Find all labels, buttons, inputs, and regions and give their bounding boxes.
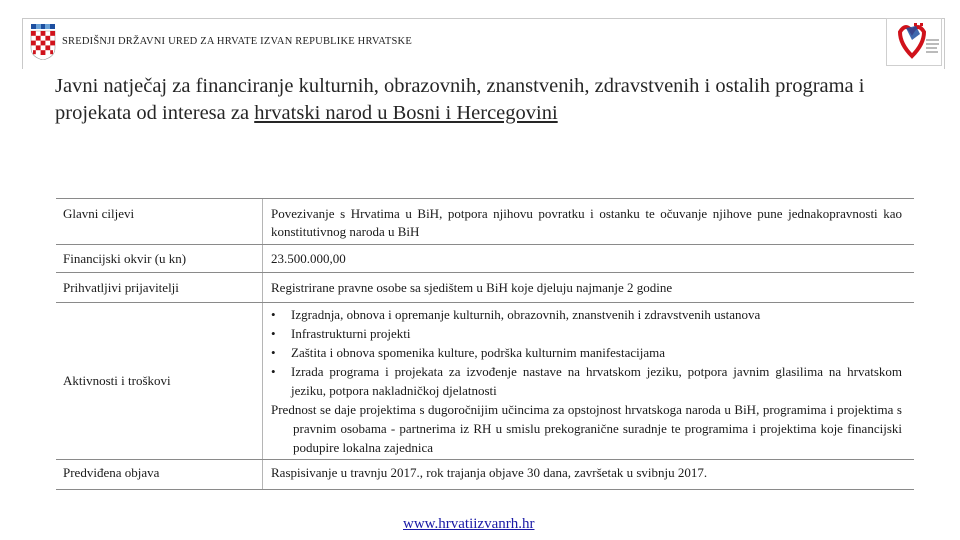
list-item: • Zaštita i obnova spomenika kulture, podrška kulturnim manifestacijama [271,343,902,362]
info-table [56,198,914,490]
activity-list [271,305,902,400]
table-row [56,460,914,490]
row-label: Aktivnosti i troškovi [56,303,263,460]
priority-note: Prednost se daje projektima s dugoročnijim učincima za opstojnost hrvatskoga naroda u BiH, programima i projektima s pravnim osobama - partnerima iz RH u smislu prekogranične suradnje te programima i projektima koje financijski podupire lokalna zajednica [271,402,902,455]
title-text: Javni natječaj za financiranje kulturnih, obrazovnih, znanstvenih, zdravstvenih i ostalih programa i projekata od interesa za [55,75,865,124]
table-row [56,199,914,245]
list-item: • Izgradnja, obnova i opremanje kulturnih, obrazovnih, znanstvenih i zdravstvenih ustanova [271,305,902,324]
list-item: • Izrada programa i projekata za izvođenje nastave na hrvatskom jeziku, potpora javnim glasilima na hrvatskom jeziku, potpora nakladničkoj djelatnosti [271,362,902,400]
row-value: Raspisivanje u travnju 2017., rok trajanja objave 30 dana, završetak u svibnju 2017. [263,460,915,490]
table-row [56,273,914,303]
page-title [55,73,935,127]
croatian-coat-of-arms-icon [30,24,56,60]
agency-name: SREDIŠNJI DRŽAVNI URED ZA HRVATE IZVAN REPUBLIKE HRVATSKE [62,36,412,47]
row-value: 23.500.000,00 [263,245,915,273]
row-value: Registrirane pravne osobe sa sjedištem u BiH koje djeluju najmanje 2 godine [263,273,915,303]
row-value: Povezivanje s Hrvatima u BiH, potpora njihovu povratku i ostanku te očuvanje njihove pune jednakopravnosti kao konstitutivnog naroda u BiH [263,199,915,245]
table-row [56,245,914,273]
row-label: Financijski okvir (u kn) [56,245,263,273]
list-item: • Infrastrukturni projekti [271,324,902,343]
website-link[interactable]: www.hrvatiizvanrh.hr [403,516,535,532]
table-row [56,303,914,460]
title-underlined-text: hrvatski narod u Bosni i Hercegovini [254,102,558,124]
row-label: Predviđena objava [56,460,263,490]
row-label: Glavni ciljevi [56,199,263,245]
office-logo-icon [886,18,942,66]
row-label: Prihvatljivi prijavitelji [56,273,263,303]
row-value [263,303,915,460]
